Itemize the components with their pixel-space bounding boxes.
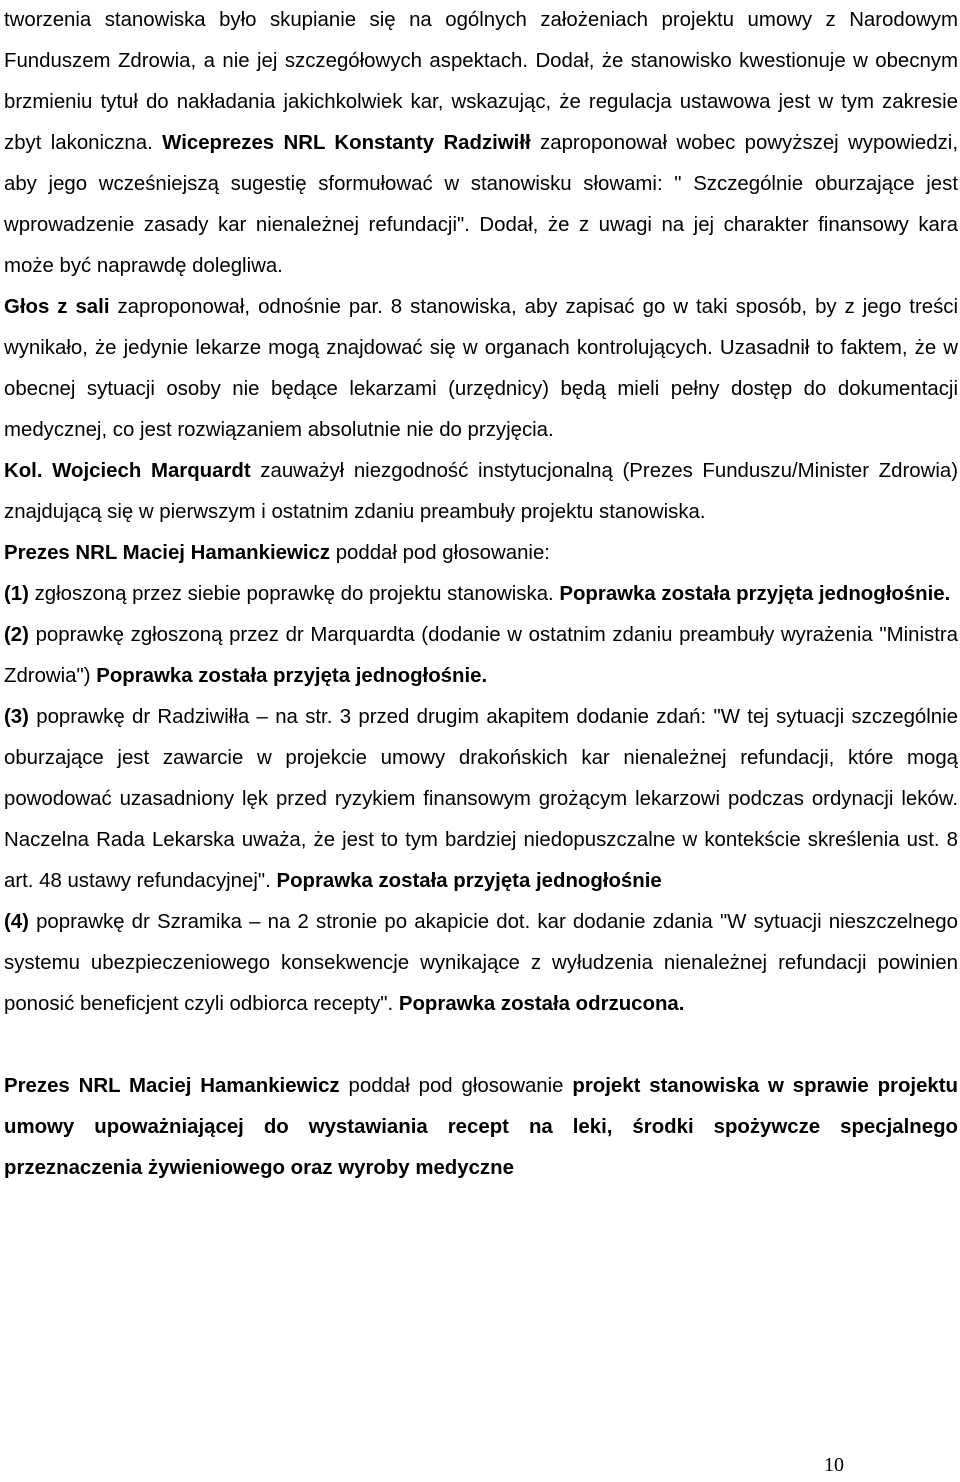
- document-body: [4, 0, 958, 1189]
- bold-text: Prezes NRL Maciej Hamankiewicz: [4, 1075, 340, 1097]
- bold-text: Głos z sali: [4, 296, 110, 318]
- bold-text: Poprawka została przyjęta jednogłośnie: [276, 870, 662, 892]
- page-number: 10: [824, 1454, 844, 1476]
- bold-text: projekt stanowiska w sprawie projektu umowy upoważniającej do wystawiania recept na leki, środki spożywcze specjalnego przeznaczenia żywieniowego oraz wyroby medyczne: [4, 1075, 959, 1179]
- body-text: poprawkę dr Szramika – na 2 stronie po akapicie dot. kar dodanie zdania "W sytuacji nieszczelnego systemu ubezpieczeniowego konsekwencje wynikające z wyłudzenia nienależnej refundacji powinien ponosić beneficjent czyli odbiorca recepty".: [4, 911, 958, 1015]
- body-text: zgłoszoną przez siebie poprawkę do projektu stanowiska.: [28, 583, 560, 605]
- paragraph: [4, 451, 958, 533]
- bold-text: (3): [4, 706, 29, 728]
- paragraph: [4, 287, 958, 451]
- body-text: poprawkę zgłoszoną przez dr Marquardta (dodanie w ostatnim zdaniu preambuły wyrażenia "Ministra Zdrowia"): [4, 624, 958, 687]
- body-text: zauważył niezgodność instytucjonalną (Prezes Funduszu/Minister Zdrowia) znajdującą się w pierwszym i ostatnim zdaniu preambuły projektu stanowiska.: [4, 460, 958, 523]
- bold-text: (2): [4, 624, 29, 646]
- paragraph: [4, 533, 958, 574]
- paragraph: [4, 697, 958, 902]
- paragraph: [4, 0, 958, 287]
- bold-text: Poprawka została przyjęta jednogłośnie.: [96, 665, 488, 687]
- body-text: zaproponował wobec powyższej wypowiedzi, aby jego wcześniejszą sugestię sformułować w stanowisku słowami: " Szczególnie oburzające jest wprowadzenie zasady kar nienależnej refundacji". Dodał, że z uwagi na jej charakter finansowy kara może być naprawdę dolegliwa.: [4, 132, 958, 277]
- body-text: poddał pod głosowanie: [339, 1075, 573, 1097]
- body-text: poprawkę dr Radziwiłła – na str. 3 przed drugim akapitem dodanie zdań: "W tej sytuacji szczególnie oburzające jest zawarcie w projekcie umowy drakońskich kar nienależnej refundacji, które mogą powodować uzasadniony lęk przed ryzykiem finansowym grożącym lekarzowi podczas ordynacji leków. Naczelna Rada Lekarska uważa, że jest to tym bardziej niedopuszczalne w kontekście skreślenia ust. 8 art. 48 ustawy refundacyjnej".: [4, 706, 958, 892]
- body-text: zaproponował, odnośnie par. 8 stanowiska, aby zapisać go w taki sposób, by z jego treści wynikało, że jedynie lekarze mogą znajdować się w organach kontrolujących. Uzasadnił to faktem, że w obecnej sytuacji osoby nie będące lekarzami (urzędnicy) będą mieli pełny dostęp do dokumentacji medycznej, co jest rozwiązaniem absolutnie nie do przyjęcia.: [4, 296, 958, 441]
- paragraph: [4, 902, 958, 1025]
- bold-text: (4): [4, 911, 29, 933]
- paragraph-gap: [4, 1025, 958, 1066]
- bold-text: Kol. Wojciech Marquardt: [4, 460, 251, 482]
- paragraph: [4, 615, 958, 697]
- paragraph: [4, 1066, 958, 1189]
- paragraph: [4, 574, 958, 615]
- body-text: poddał pod głosowanie:: [330, 542, 550, 564]
- bold-text: (1): [4, 583, 29, 605]
- bold-text: Poprawka została przyjęta jednogłośnie.: [559, 583, 951, 605]
- bold-text: Prezes NRL Maciej Hamankiewicz: [4, 542, 331, 564]
- body-text: tworzenia stanowiska było skupianie się na ogólnych założeniach projektu umowy z Narodowym Funduszem Zdrowia, a nie jej szczegółowych aspektach. Dodał, że stanowisko kwestionuje w obecnym brzmieniu tytuł do nakładania jakichkolwiek kar, wskazując, że regulacja ustawowa jest w tym zakresie zbyt lakoniczna.: [4, 9, 958, 154]
- bold-text: Poprawka została odrzucona.: [398, 993, 685, 1015]
- bold-text: Wiceprezes NRL Konstanty Radziwiłł: [162, 132, 531, 154]
